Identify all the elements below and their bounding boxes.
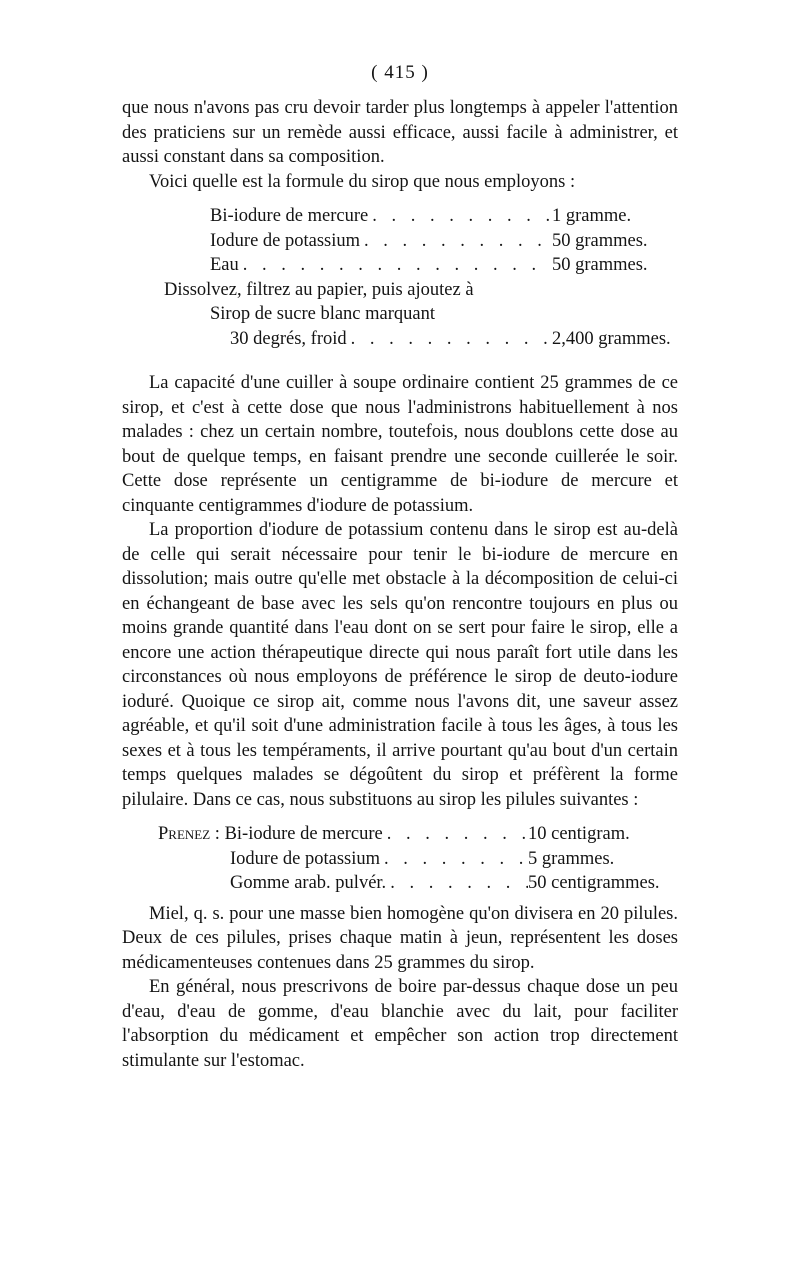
leader-dots (239, 253, 552, 278)
leader-dots (383, 822, 528, 847)
paragraph-honey: Miel, q. s. pour une masse bien homogène qu'on divisera en 20 pilules. Deux de ces pilules, prises chaque matin à jeun, représentent les doses médicamenteuses contenues dans 25 grammes du sirop. (122, 903, 678, 973)
ingredient-name: 30 degrés, froid (230, 328, 347, 349)
ingredient-quantity: 1 gramme. (552, 206, 632, 226)
leader-dots (380, 847, 528, 872)
spacer (122, 357, 678, 371)
book-page (122, 58, 678, 1073)
leader-dots (386, 871, 528, 896)
paragraph-general: En général, nous prescrivons de boire par-dessus chaque dose un peu d'eau, d'eau de gomme, d'eau blanchie avec du lait, pour faciliter l'absorption du médicament et empêcher son action trop directement stimulante sur l'estomac. (122, 977, 678, 1071)
ingredient-quantity: 50 grammes. (552, 230, 648, 251)
formula-row (122, 871, 678, 896)
ingredient-name: Iodure de potassium (230, 848, 381, 869)
prenez-label: Prenez : (158, 824, 220, 844)
ingredient-name: Iodure de potassium (210, 230, 361, 251)
ingredient-name (158, 822, 383, 847)
leader-dots (347, 327, 552, 352)
syrup-formula (122, 204, 678, 351)
formula-row (122, 847, 678, 872)
formula-row (122, 822, 678, 847)
syrup-text: Sirop de sucre blanc marquant (210, 304, 436, 324)
paragraph-intro: que nous n'avons pas cru devoir tarder plus longtemps à appeler l'attention des praticiens sur un remède aussi efficace, aussi facile à administrer, et aussi constant dans sa composition. (122, 98, 678, 167)
ingredient-quantity: 2,400 grammes. (552, 328, 671, 349)
formula-row (122, 229, 678, 254)
paragraph-dosage: La capacité d'une cuiller à soupe ordinaire contient 25 grammes de ce sirop, et c'est à cette dose que nous l'administrons habituellement à nos malades : chez un certain nombre, toutefois, nous doublons cette dose au bout de quelque temps, en faisant prendre une seconde cuillerée le soir. Cette dose représente un centigramme de bi-iodure de mercure et cinquante centigrammes d'iodure de potassium. (122, 373, 678, 516)
formula-row (122, 204, 678, 229)
dissolve-instruction (122, 278, 678, 303)
syrup-line (122, 302, 678, 327)
page-number: ( 415 ) (371, 62, 429, 83)
paragraph-proportion: La proportion d'iodure de potassium contenu dans le sirop est au-delà de celle qui serait nécessaire pour tenir le bi-iodure de mercure en dissolution; mais outre qu'elle met obstacle à la décomposition de celui-ci en échangeant de base avec les sels qu'on rencontre toujours en plus ou moins grande quantité dans l'eau dont on se sert pour faire le sirop, elle a encore une action thérapeutique directe qui nous paraît fort utile dans les circonstances où nous employons de préférence le sirop de deuto-iodure ioduré. Quoique ce sirop ait, comme nous l'avons dit, une saveur assez agréable, et qu'il soit d'une administration facile à tous les âges, à tous les sexes et à tous les tempéraments, il arrive pourtant qu'au bout d'un certain temps quelques malades se dégoûtent du sirop et préfèrent la forme pilulaire. Dans ce cas, nous substituons au sirop les pilules suivantes : (122, 520, 678, 810)
paragraph-formula-intro: Voici quelle est la formule du sirop que nous employons : (149, 171, 576, 192)
ingredient-text: Bi-iodure de mercure (224, 824, 383, 844)
ingredient-quantity: 10 centigram. (528, 824, 630, 844)
leader-dots (368, 204, 552, 229)
formula-row (122, 253, 678, 278)
ingredient-name: Gomme arab. pulvér. (230, 873, 387, 893)
ingredient-name: Eau (210, 255, 239, 275)
ingredient-quantity: 50 grammes. (552, 255, 648, 275)
dissolve-text: Dissolvez, filtrez au papier, puis ajoutez à (164, 279, 474, 300)
ingredient-name: Bi-iodure de mercure (210, 206, 369, 226)
formula-row (122, 327, 678, 352)
ingredient-quantity: 5 grammes. (528, 848, 615, 869)
ingredient-quantity: 50 centigrammes. (528, 873, 660, 893)
leader-dots (360, 229, 552, 254)
pill-formula (122, 822, 678, 896)
